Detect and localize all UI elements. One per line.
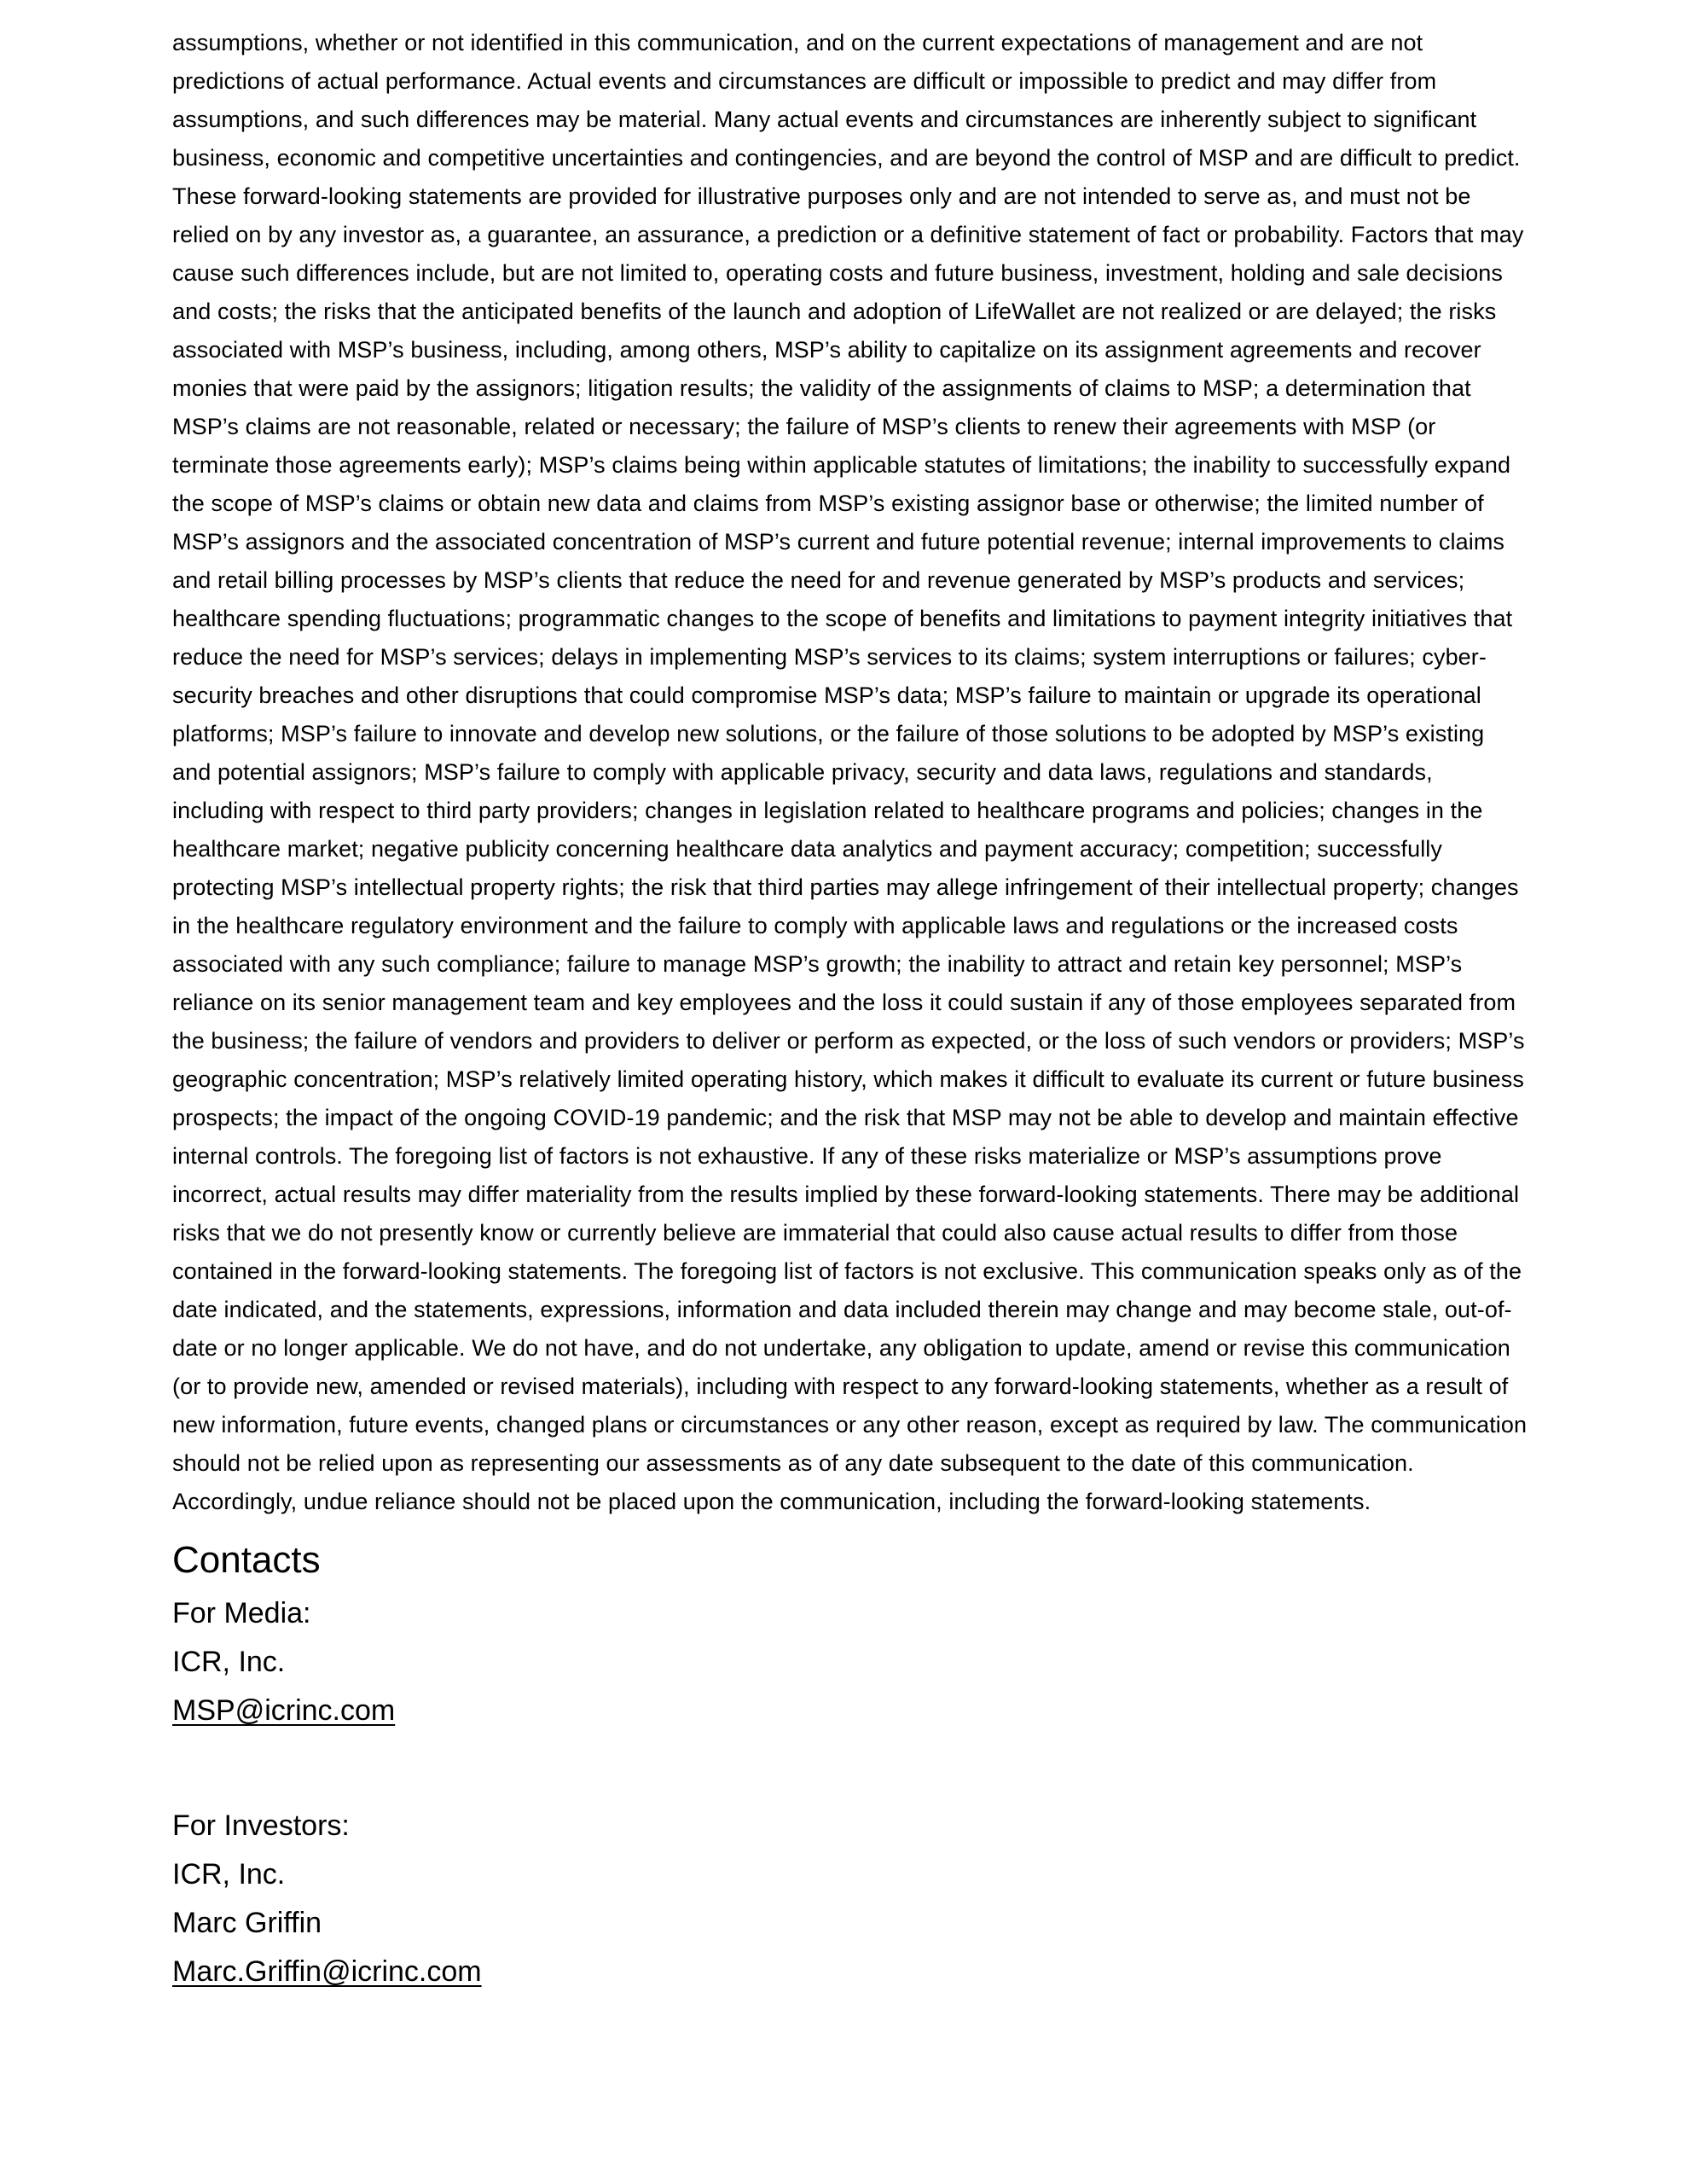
- investors-contact-block: [172, 1802, 1528, 1996]
- investors-contact-name: Marc Griffin: [172, 1907, 322, 1939]
- media-email-link[interactable]: MSP@icrinc.com: [172, 1694, 396, 1727]
- media-contact-label: For Media:: [172, 1597, 311, 1629]
- investors-email-link[interactable]: Marc.Griffin@icrinc.com: [172, 1955, 482, 1988]
- forward-looking-statements-paragraph: assumptions, whether or not identified in this communication, and on the current expectations of management and are not predictions of actual performance. Actual events and circumstances are difficult or impossible to predict and may differ from assumptions, and such differences may be material. Many actual events and circumstances are inherently subject to significant business, economic and competitive uncertainties and contingencies, and are beyond the control of MSP and are difficult to predict. These forward-looking statements are provided for illustrative purposes only and are not intended to serve as, and must not be relied on by any investor as, a guarantee, an assurance, a prediction or a definitive statement of fact or probability. Factors that may cause such differences include, but are not limited to, operating costs and future business, investment, holding and sale decisions and costs; the risks that the anticipated benefits of the launch and adoption of LifeWallet are not realized or are delayed; the risks associated with MSP’s business, including, among others, MSP’s ability to capitalize on its assignment agreements and recover monies that were paid by the assignors; litigation results; the validity of the assignments of claims to MSP; a determination that MSP’s claims are not reasonable, related or necessary; the failure of MSP’s clients to renew their agreements with MSP (or terminate those agreements early); MSP’s claims being within applicable statutes of limitations; the inability to successfully expand the scope of MSP’s claims or obtain new data and claims from MSP’s existing assignor base or otherwise; the limited number of MSP’s assignors and the associated concentration of MSP’s current and future potential revenue; internal improvements to claims and retail billing processes by MSP’s clients that reduce the need for and revenue generated by MSP’s products and services; healthcare spending fluctuations; programmatic changes to the scope of benefits and limitations to payment integrity initiatives that reduce the need for MSP’s services; delays in implementing MSP’s services to its claims; system interruptions or failures; cyber-security breaches and other disruptions that could compromise MSP’s data; MSP’s failure to maintain or upgrade its operational platforms; MSP’s failure to innovate and develop new solutions, or the failure of those solutions to be adopted by MSP’s existing and potential assignors; MSP’s failure to comply with applicable privacy, security and data laws, regulations and standards, including with respect to third party providers; changes in legislation related to healthcare programs and policies; changes in the healthcare market; negative publicity concerning healthcare data analytics and payment accuracy; competition; successfully protecting MSP’s intellectual property rights; the risk that third parties may allege infringement of their intellectual property; changes in the healthcare regulatory environment and the failure to comply with applicable laws and regulations or the increased costs associated with any such compliance; failure to manage MSP’s growth; the inability to attract and retain key personnel; MSP’s reliance on its senior management team and key employees and the loss it could sustain if any of those employees separated from the business; the failure of vendors and providers to deliver or perform as expected, or the loss of such vendors or providers; MSP’s geographic concentration; MSP’s relatively limited operating history, which makes it difficult to evaluate its current or future business prospects; the impact of the ongoing COVID-19 pandemic; and the risk that MSP may not be able to develop and maintain effective internal controls. The foregoing list of factors is not exhaustive. If any of these risks materialize or MSP’s assumptions prove incorrect, actual results may differ materiality from the results implied by these forward-looking statements. There may be additional risks that we do not presently know or currently believe are immaterial that could also cause actual results to differ from those contained in the forward-looking statements. The foregoing list of factors is not exclusive. This communication speaks only as of the date indicated, and the statements, expressions, information and data included therein may change and may become stale, out-of-date or no longer applicable. We do not have, and do not undertake, any obligation to update, amend or revise this communication (or to provide new, amended or revised materials), including with respect to any forward-looking statements, whether as a result of new information, future events, changed plans or circumstances or any other reason, except as required by law. The communication should not be relied upon as representing our assessments as of any date subsequent to the date of this communication. Accordingly, undue reliance should not be placed upon the communication, including the forward-looking statements.: [172, 30, 1528, 1514]
- media-contact-block: [172, 1589, 1528, 1735]
- investors-contact-label: For Investors:: [172, 1809, 350, 1842]
- media-contact-company: ICR, Inc.: [172, 1646, 286, 1678]
- contacts-heading: Contacts: [172, 1539, 321, 1581]
- investors-contact-company: ICR, Inc.: [172, 1858, 286, 1891]
